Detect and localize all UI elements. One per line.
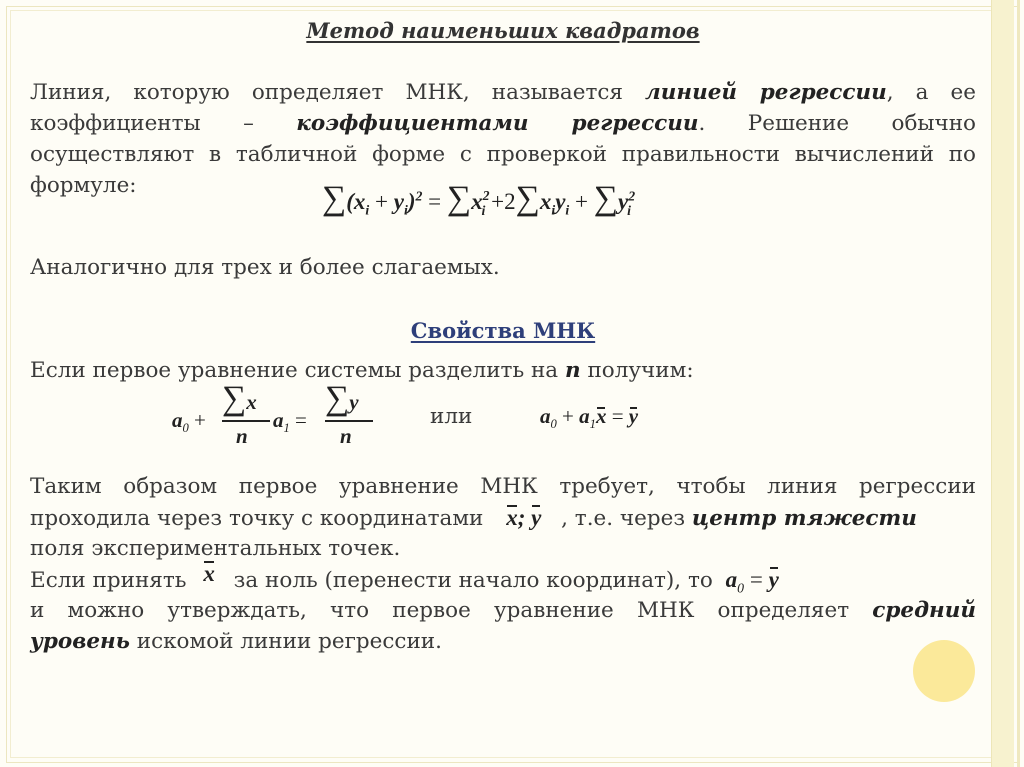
slide-title: Метод наименьших квадратов <box>306 18 700 43</box>
para4-line4: Если принять x за ноль (перенести начало координат), то $a_0 = y$ <box>30 564 976 604</box>
term-mean-level-1: средний <box>872 598 976 623</box>
para1-line4: формуле: <box>30 173 137 198</box>
formula-sum-squares: $\sum(x_i + y_i)^2 = \sum x^2_i +2\sum x_iy_i + \sum y^2_i$ <box>322 180 636 218</box>
term-regression-line: линией регрессии <box>645 80 887 105</box>
para4-line1: Таким образом первое уравнение МНК требует, чтобы линия регрессии <box>30 474 976 499</box>
var-n: n <box>564 358 581 383</box>
term-regression-coeffs: коэффициентами регрессии <box>296 111 699 136</box>
para4-line6: уровень искомой линии регрессии. <box>30 629 442 654</box>
para3: Если первое уравнение системы разделить на n получим: <box>30 358 694 383</box>
decor-stripe <box>991 0 1014 767</box>
para4-line2: проходила через точку с координатами x; y , т.е. через центр тяжести <box>30 502 976 534</box>
formula-mean-equation-short: $a_0 + a_1x = y$ <box>540 404 639 432</box>
section-title: Свойства МНК <box>410 318 596 343</box>
decor-stripe-thin <box>1017 0 1020 767</box>
para2: Аналогично для трех и более слагаемых. <box>30 255 500 280</box>
or-word: или <box>430 404 473 429</box>
para1-line2: коэффициенты – коэффициентами регрессии. Решение обычно <box>30 111 977 136</box>
para1-line3: осуществляют в табличной форме с проверкой правильности вычислений по <box>30 142 976 167</box>
term-center-of-mass: центр тяжести <box>691 506 917 531</box>
para1-line1: Линия, которую определяет МНК, называется линией регрессии, а ее <box>30 80 976 105</box>
para4-line5: и можно утверждать, что первое уравнение МНК определяет средний <box>30 598 976 623</box>
para4-line3: поля экспериментальных точек. <box>30 536 401 561</box>
term-mean-level-2: уровень <box>30 629 130 654</box>
